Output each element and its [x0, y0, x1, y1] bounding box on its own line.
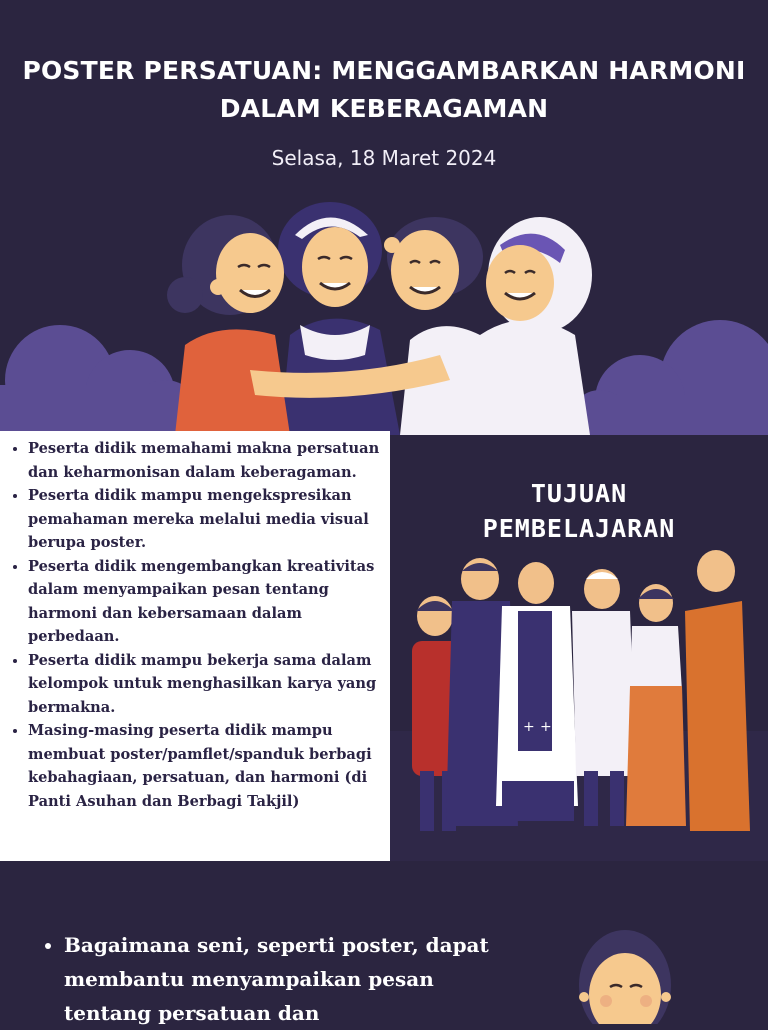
page-date: Selasa, 18 Maret 2024: [271, 146, 497, 170]
question-list: [42, 928, 504, 1030]
objective-item: • Peserta didik mampu mengekspresikan pemahaman mereka melalui media visual berupa poster.: [28, 484, 382, 555]
objective-item: • Peserta didik mampu bekerja sama dalam kelompok untuk menghasilkan karya yang bermakna.: [28, 649, 382, 720]
objective-item: • Peserta didik mengembangkan kreativitas dalam menyampaikan pesan tentang harmoni dan kebersamaan dalam perbedaan.: [28, 555, 382, 649]
page-title: [0, 52, 768, 128]
goal-title-line2: PEMBELAJARAN: [482, 514, 676, 543]
objective-item: • Peserta didik memahami makna persatuan dan keharmonisan dalam keberagaman.: [28, 437, 382, 484]
goal-title: [390, 476, 768, 546]
girl-portrait-illustration: [560, 925, 690, 1024]
objective-item: • Masing-masing peserta didik mampu membuat poster/pamflet/spanduk berbagi kebahagiaan, persatuan, dan harmoni (di Panti Asuhan dan Berbagi Takjil): [28, 719, 382, 813]
question-item: • Bagaimana seni, seperti poster, dapat membantu menyampaikan pesan tentang persatuan dan: [64, 928, 504, 1030]
goal-title-line1: TUJUAN: [530, 479, 628, 508]
objectives-list: [0, 431, 390, 813]
svg-text:+: +: [523, 719, 535, 735]
page-title-line: POSTER PERSATUAN: MENGGAMBARKAN HARMONI DALAM KEBERAGAMAN: [22, 56, 746, 123]
objectives-panel: [0, 431, 390, 861]
hugging-women-illustration: [0, 195, 768, 435]
svg-text:+: +: [540, 719, 552, 735]
